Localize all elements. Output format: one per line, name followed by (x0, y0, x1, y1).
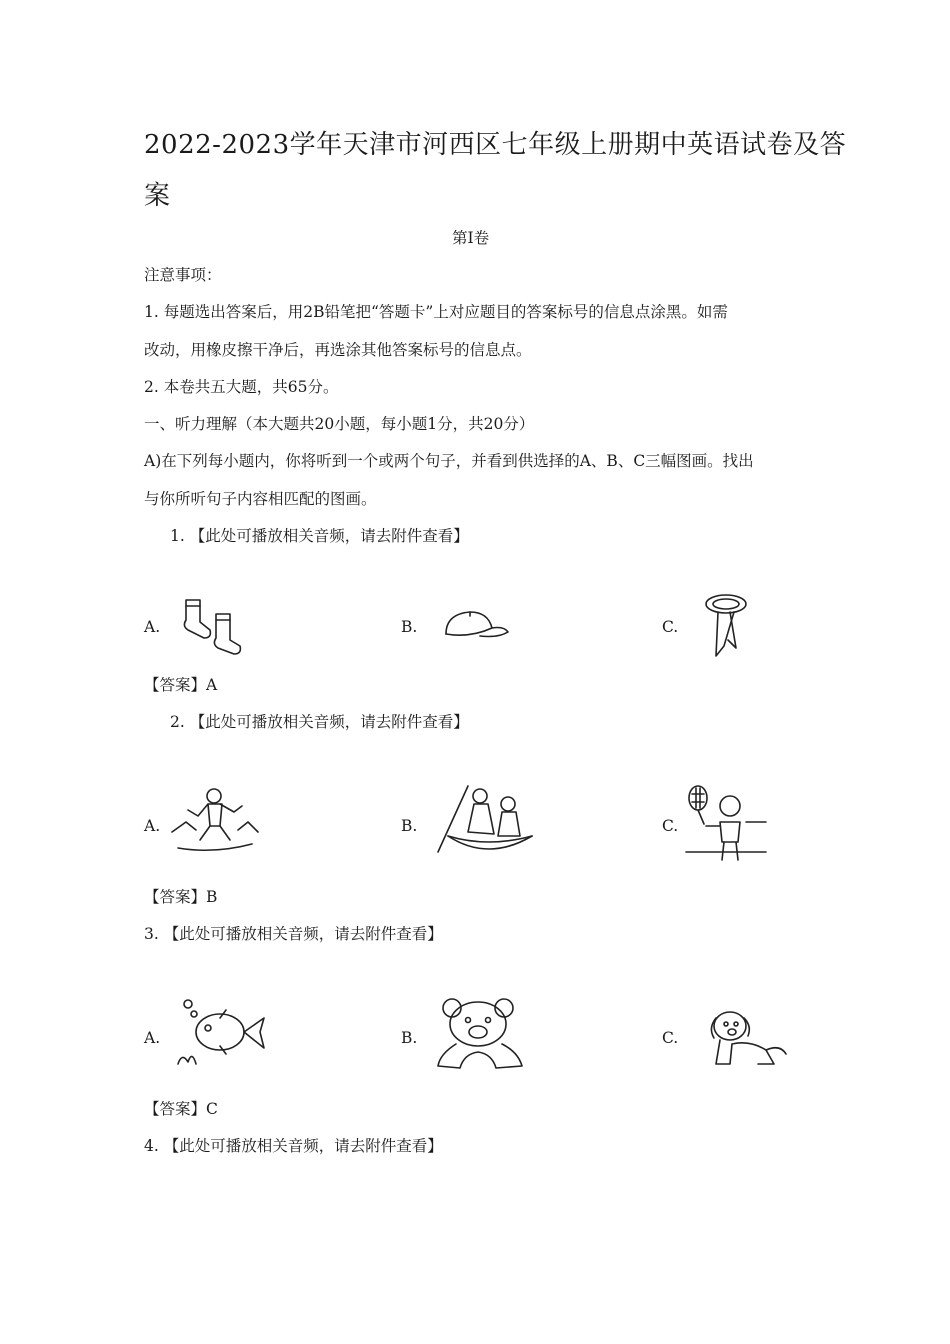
answer-3: 【答案】C (144, 1100, 218, 1118)
q2-option-b: B. (401, 817, 418, 835)
q3-option-a: A. (144, 1029, 161, 1047)
q3-option-c: C. (662, 1029, 679, 1047)
q2-option-c: C. (662, 817, 679, 835)
teddy-bear-icon (430, 994, 530, 1074)
tennis-boy-icon (684, 782, 768, 866)
note-1-line2: 改动，用橡皮擦干净后，再选涂其他答案标号的信息点。 (144, 341, 532, 359)
q3-option-b: B. (401, 1029, 418, 1047)
canoe-icon (428, 782, 536, 868)
answer-2: 【答案】B (144, 888, 218, 906)
q1-option-c: C. (662, 618, 679, 636)
answer-1: 【答案】A (144, 676, 218, 694)
scarf-icon (700, 590, 752, 662)
fish-icon (168, 996, 276, 1068)
instruction-line1: A)在下列每小题内，你将听到一个或两个句子，并看到供选择的A、B、C三幅图画。找出 (144, 452, 754, 470)
volume-label: 第Ⅰ卷 (452, 229, 490, 247)
snowboarder-icon (168, 782, 260, 864)
note-1-line1: 1. 每题选出答案后，用2B铅笔把“答题卡”上对应题目的答案标号的信息点涂黑。如需 (144, 303, 728, 321)
q1-option-b: B. (401, 618, 418, 636)
question-4-prompt[interactable]: 4. 【此处可播放相关音频，请去附件查看】 (144, 1137, 443, 1155)
notes-heading: 注意事项： (144, 266, 222, 284)
puppy-icon (706, 1004, 790, 1070)
instruction-line2: 与你所听句子内容相匹配的图画。 (144, 490, 377, 508)
q1-option-a: A. (144, 618, 161, 636)
question-3-prompt[interactable]: 3. 【此处可播放相关音频，请去附件查看】 (144, 925, 443, 943)
doc-title-line2: 案 (144, 181, 171, 211)
cap-icon (440, 606, 512, 642)
socks-icon (178, 596, 250, 658)
doc-title-line1: 2022-2023学年天津市河西区七年级上册期中英语试卷及答 (144, 130, 847, 160)
note-2: 2. 本卷共五大题，共65分。 (144, 378, 339, 396)
question-1-prompt[interactable]: 1. 【此处可播放相关音频，请去附件查看】 (170, 527, 469, 545)
q2-option-a: A. (144, 817, 161, 835)
question-2-prompt[interactable]: 2. 【此处可播放相关音频，请去附件查看】 (170, 713, 469, 731)
section-1-heading: 一、听力理解（本大题共20小题，每小题1分，共20分） (144, 415, 535, 433)
